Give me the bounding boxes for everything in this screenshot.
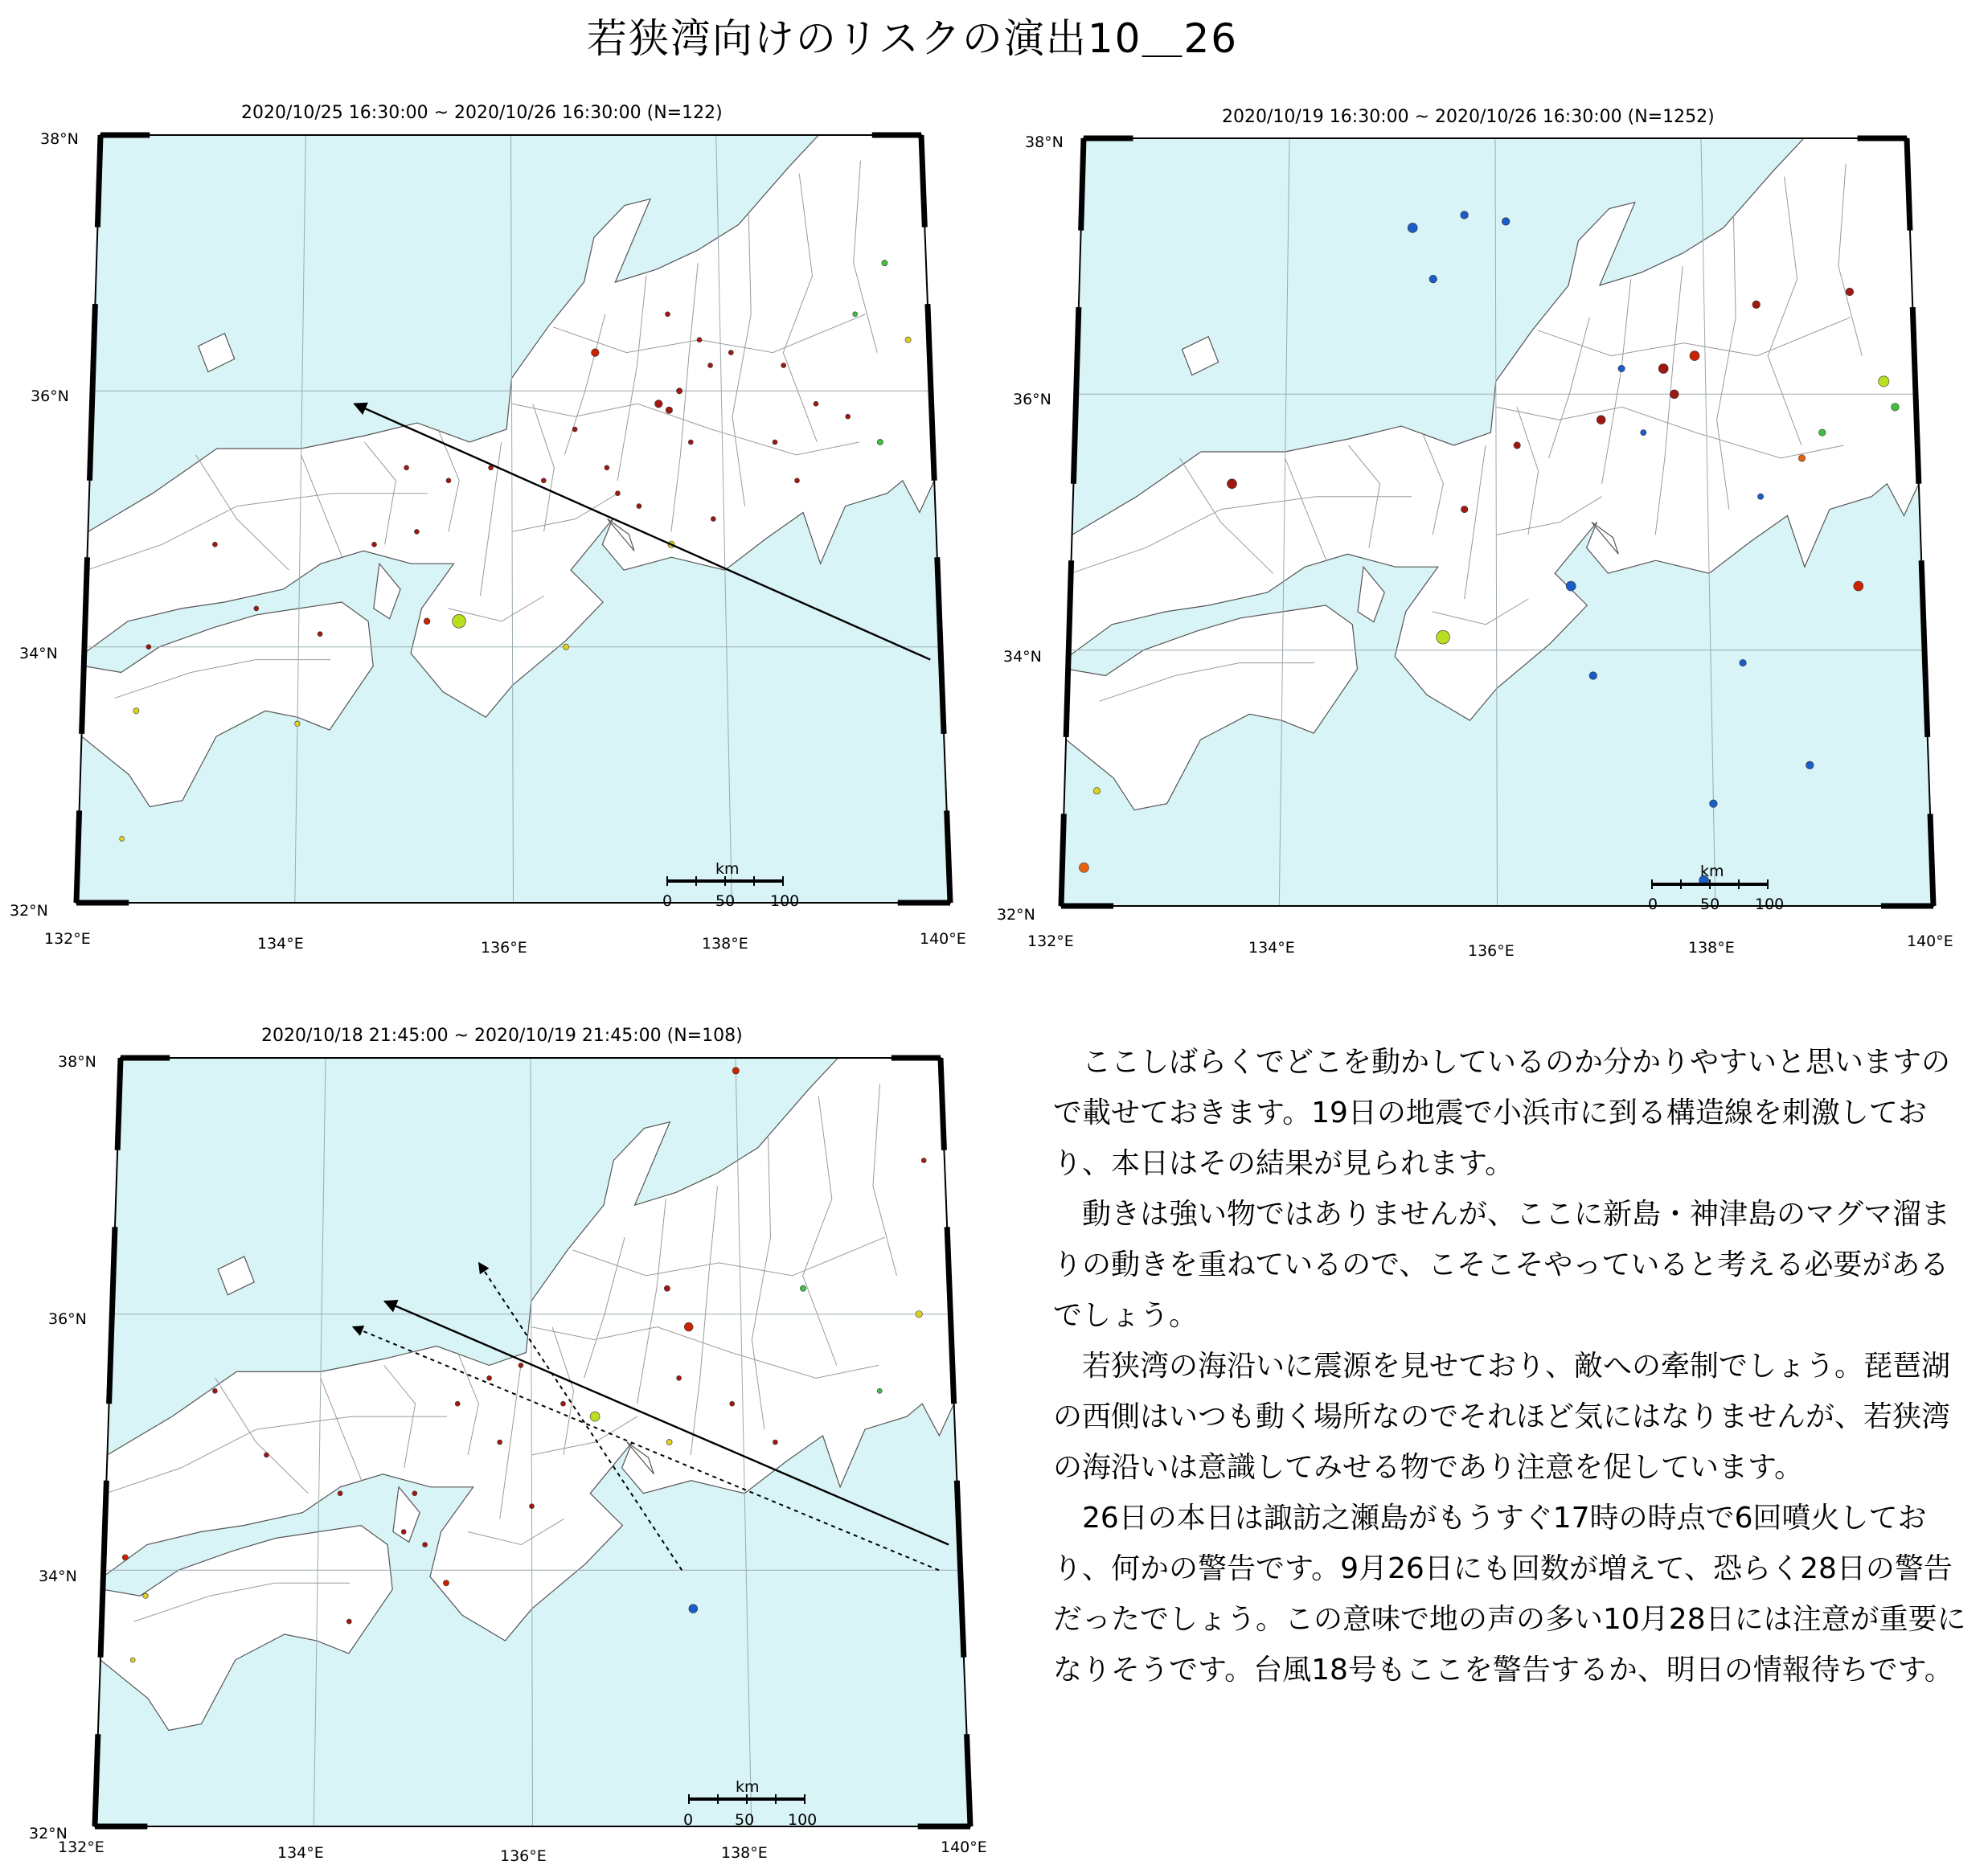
lat-label-38: 38°N: [40, 130, 79, 148]
earthquake-epicenter: [773, 1440, 777, 1445]
lon-label-138: 138°E: [1688, 939, 1735, 957]
earthquake-epicenter: [412, 1491, 417, 1496]
earthquake-epicenter: [443, 1580, 449, 1586]
lat-label-36: 36°N: [31, 387, 69, 405]
earthquake-epicenter: [519, 1363, 523, 1367]
earthquake-epicenter: [732, 1068, 739, 1074]
earthquake-epicenter: [877, 1388, 882, 1393]
scale-tick-50: 50: [735, 1811, 755, 1829]
earthquake-epicenter: [800, 1285, 805, 1291]
scale-unit: km: [1700, 863, 1724, 880]
frame-tick: [95, 1734, 98, 1826]
earthquake-epicenter: [346, 1619, 351, 1624]
lon-label-134: 134°E: [277, 1844, 324, 1862]
lat-label-38: 38°N: [1025, 133, 1064, 151]
scale-tick-0: 0: [1648, 896, 1658, 913]
earthquake-epicenter: [122, 1555, 128, 1560]
earthquake-epicenter: [561, 1401, 566, 1406]
commentary-paragraph: 26日の本日は諏訪之瀬島がもうすぐ17時の時点で6回噴火しており、何かの警告です。9月26日にも回数が増えて、恐らく28日の警告だったでしょう。この意味で地の声の多い10月28日には注意が重要になりそうです。台風18号もここを警告するか、明日の情報待ちです。: [1053, 1502, 1966, 1687]
lon-label-140: 140°E: [941, 1838, 987, 1856]
lon-label-138: 138°E: [721, 1844, 768, 1862]
earthquake-epicenter: [338, 1491, 342, 1496]
earthquake-epicenter: [730, 1401, 735, 1406]
lon-label-134: 134°E: [257, 935, 304, 953]
lon-label-132: 132°E: [58, 1838, 105, 1856]
lon-label-140: 140°E: [1907, 932, 1953, 950]
lon-label-134: 134°E: [1248, 939, 1295, 957]
lat-label-32: 32°N: [29, 1825, 68, 1842]
lon-label-132: 132°E: [1027, 932, 1074, 950]
earthquake-epicenter: [143, 1593, 149, 1599]
earthquake-epicenter: [664, 1285, 670, 1291]
earthquake-epicenter: [130, 1658, 135, 1662]
lon-label-140: 140°E: [920, 930, 966, 948]
lon-label-136: 136°E: [500, 1847, 547, 1865]
lon-label-132: 132°E: [44, 930, 91, 948]
frame-tick: [941, 1058, 944, 1150]
lat-label-34: 34°N: [39, 1568, 77, 1585]
earthquake-epicenter: [264, 1453, 268, 1457]
scale-tick-100: 100: [788, 1811, 818, 1829]
commentary-paragraph: ここしばらくでどこを動かしているのか分かりやすいと思いますので載せておきます。19日の地震で小浜市に到る構造線を刺激しており、本日はその結果が見られます。: [1053, 1046, 1951, 1180]
lat-label-34: 34°N: [19, 645, 58, 662]
earthquake-epicenter: [212, 1388, 217, 1393]
earthquake-epicenter: [689, 1605, 698, 1613]
frame-tick: [117, 1058, 121, 1150]
lat-label-36: 36°N: [1013, 391, 1051, 408]
map-caption: 2020/10/25 16:30:00 ~ 2020/10/26 16:30:00 (N=122): [241, 103, 723, 123]
scale-tick-100: 100: [1755, 896, 1785, 913]
scale-tick-0: 0: [683, 1811, 694, 1829]
earthquake-epicenter: [487, 1375, 492, 1380]
earthquake-epicenter: [916, 1311, 922, 1318]
earthquake-epicenter: [530, 1504, 535, 1509]
scale-tick-50: 50: [715, 892, 736, 910]
earthquake-epicenter: [498, 1440, 502, 1445]
scale-tick-100: 100: [770, 892, 800, 910]
commentary-text: [1053, 1037, 1978, 1695]
commentary-paragraph: 動きは強い物ではありませんが、ここに新島・神津島のマグマ溜まりの動きを重ねているので、こそこそやっていると考える必要があるでしょう。: [1053, 1198, 1951, 1332]
commentary-paragraph: 若狭湾の海沿いに震源を見せており、敵への牽制でしょう。琵琶湖の西側はいつも動く場所なのでそれほど気にはなりませんが、若狭湾の海沿いは意識してみせる物であり注意を促しています。: [1053, 1350, 1951, 1484]
scale-unit: km: [736, 1778, 760, 1796]
lon-label-138: 138°E: [702, 935, 748, 953]
lon-label-136: 136°E: [1468, 942, 1515, 960]
earthquake-epicenter: [423, 1543, 428, 1547]
lat-label-32: 32°N: [10, 902, 48, 920]
earthquake-epicenter: [677, 1375, 682, 1380]
frame-tick: [967, 1734, 970, 1826]
lat-label-38: 38°N: [58, 1053, 96, 1071]
lat-label-32: 32°N: [997, 906, 1035, 924]
lon-label-136: 136°E: [481, 939, 527, 957]
earthquake-epicenter: [401, 1530, 406, 1535]
earthquake-epicenter: [666, 1439, 672, 1445]
earthquake-epicenter: [921, 1158, 926, 1163]
page-title: 若狭湾向けのリスクの演出10＿26: [586, 15, 1239, 62]
lat-label-34: 34°N: [1003, 648, 1042, 666]
map-caption: 2020/10/18 21:45:00 ~ 2020/10/19 21:45:00 (N=108): [261, 1026, 743, 1046]
scale-unit: km: [715, 860, 740, 878]
earthquake-epicenter: [684, 1322, 693, 1331]
earthquake-epicenter: [455, 1401, 460, 1406]
map-caption: 2020/10/19 16:30:00 ~ 2020/10/26 16:30:00 (N=1252): [1222, 107, 1715, 127]
scale-tick-50: 50: [1700, 896, 1720, 913]
lat-label-36: 36°N: [48, 1310, 87, 1328]
scale-tick-0: 0: [662, 892, 673, 910]
earthquake-epicenter: [590, 1412, 600, 1421]
